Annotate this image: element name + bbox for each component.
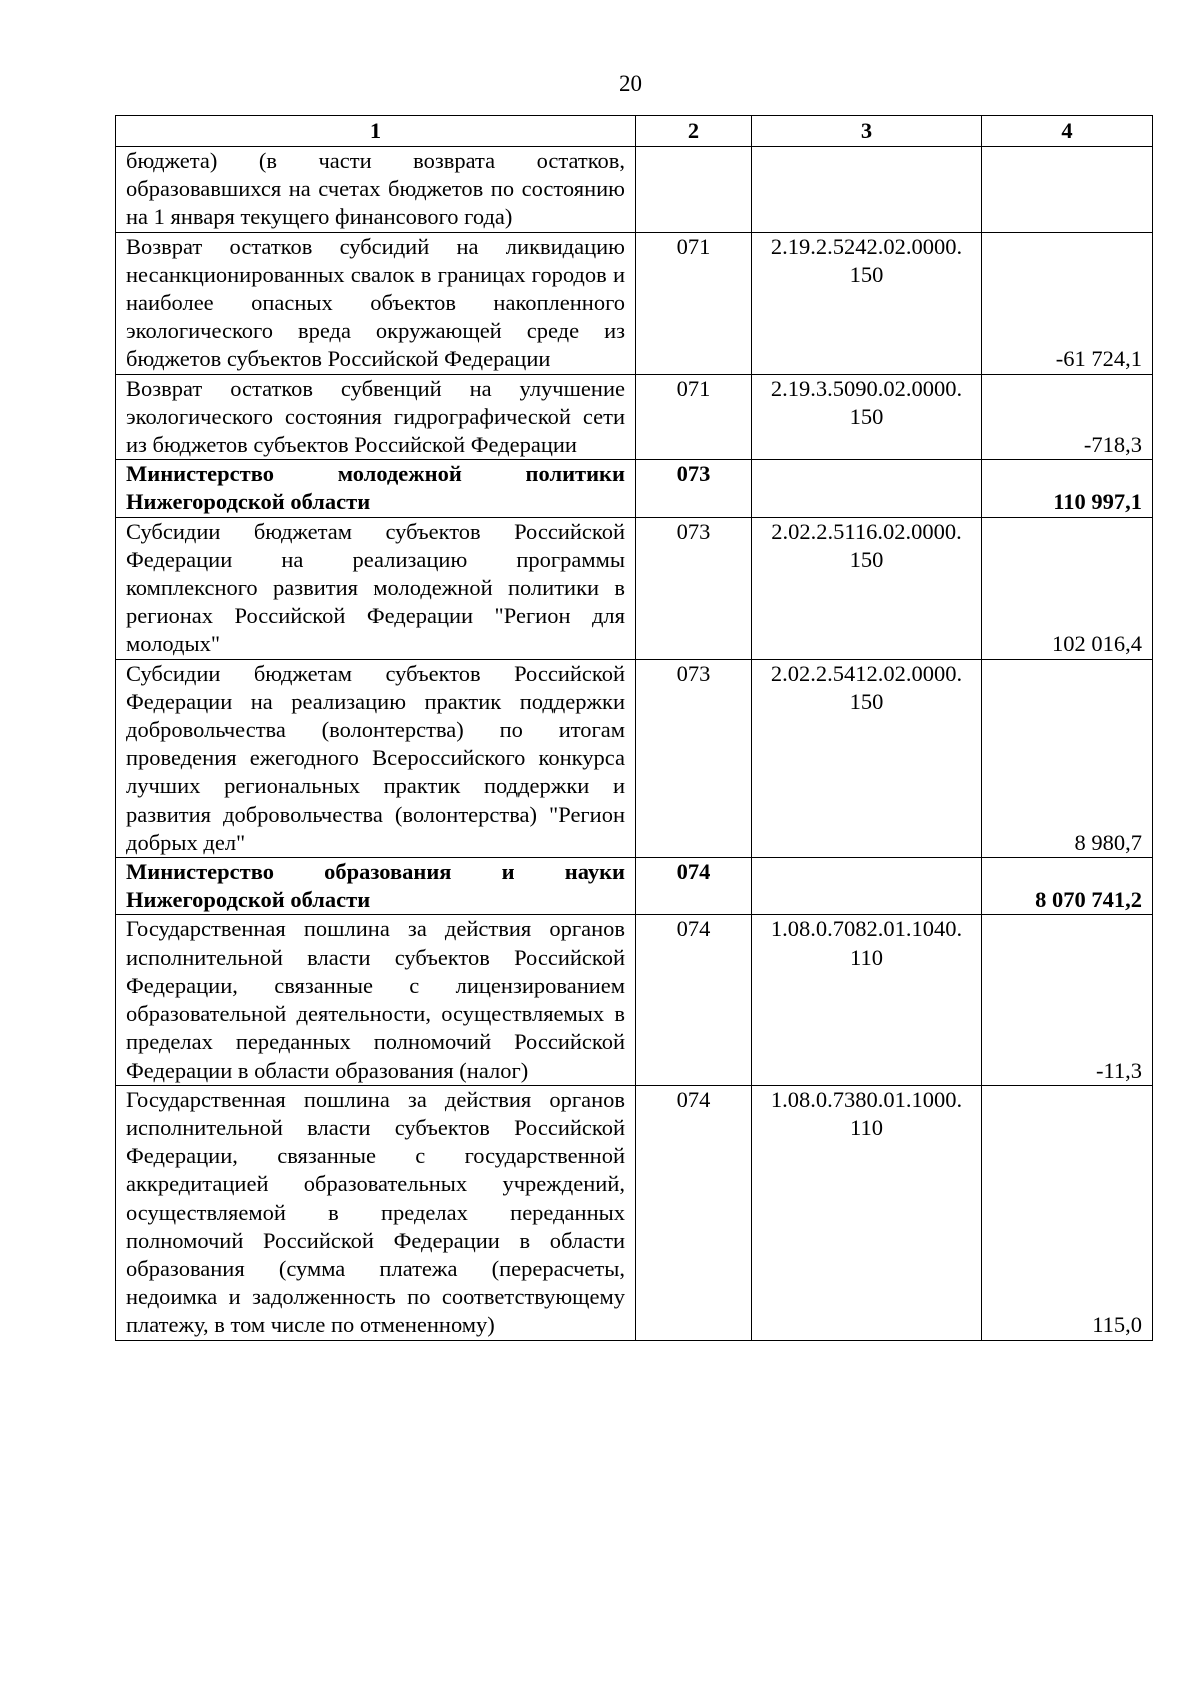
table-row — [116, 858, 1153, 915]
row-amount: 115,0 — [982, 1085, 1153, 1340]
row-name: Субсидии бюджетам субъектов Российской Федерации на реализацию программы комплексного развития молодежной политики в регионах Российской Федерации "Регион для молодых" — [116, 517, 636, 659]
row-name: Возврат остатков субвенций на улучшение экологического состояния гидрографической сети из бюджетов субъектов Российской Федерации — [116, 374, 636, 460]
row-name: Государственная пошлина за действия органов исполнительной власти субъектов Российской Федерации, связанные с государственной аккредитацией образовательных учреждений, осуществляемой в пределах переданных полномочий Российской Федерации в области образования (сумма платежа (перерасчеты, недоимка и задолженность по соответствующему платежу, в том числе по отмененному) — [116, 1085, 636, 1340]
row-admin-code: 071 — [636, 374, 752, 460]
row-amount: 110 997,1 — [982, 460, 1153, 517]
budget-table — [115, 115, 1153, 1341]
row-admin-code: 071 — [636, 232, 752, 374]
table-header-row — [116, 116, 1153, 147]
row-admin-code: 074 — [636, 1085, 752, 1340]
table-row — [116, 232, 1153, 374]
row-amount: -61 724,1 — [982, 232, 1153, 374]
row-admin-code: 074 — [636, 858, 752, 915]
row-name: Министерство образования и науки Нижегородской области — [116, 858, 636, 915]
row-admin-code: 074 — [636, 915, 752, 1085]
header-col-2: 2 — [636, 116, 752, 147]
table-row — [116, 659, 1153, 857]
row-name: Субсидии бюджетам субъектов Российской Федерации на реализацию практик поддержки добровольчества (волонтерства) по итогам проведения ежегодного Всероссийского конкурса лучших региональных практик поддержки и развития добровольчества (волонтерства) "Регион добрых дел" — [116, 659, 636, 857]
row-amount: 102 016,4 — [982, 517, 1153, 659]
row-amount: 8 980,7 — [982, 659, 1153, 857]
row-kbk-code: 2.19.3.5090.02.0000. 150 — [752, 374, 982, 460]
row-name: Министерство молодежной политики Нижегородской области — [116, 460, 636, 517]
row-kbk-code: 2.02.2.5116.02.0000. 150 — [752, 517, 982, 659]
row-kbk-code: 2.02.2.5412.02.0000. 150 — [752, 659, 982, 857]
row-kbk-code — [752, 147, 982, 233]
row-kbk-code — [752, 460, 982, 517]
row-admin-code: 073 — [636, 659, 752, 857]
header-col-3: 3 — [752, 116, 982, 147]
table-row — [116, 1085, 1153, 1340]
page-number: 20 — [619, 71, 642, 96]
table-row — [116, 147, 1153, 233]
row-amount — [982, 147, 1153, 233]
row-name: Государственная пошлина за действия органов исполнительной власти субъектов Российской Федерации, связанные с лицензированием образовательной деятельности, осуществляемых в пределах переданных полномочий Российской Федерации в области образования (налог) — [116, 915, 636, 1085]
row-kbk-code: 1.08.0.7380.01.1000. 110 — [752, 1085, 982, 1340]
row-admin-code — [636, 147, 752, 233]
table-row — [116, 915, 1153, 1085]
row-kbk-code — [752, 858, 982, 915]
row-name: бюджета) (в части возврата остатков, образовавшихся на счетах бюджетов по состоянию на 1 января текущего финансового года) — [116, 147, 636, 233]
row-kbk-code: 1.08.0.7082.01.1040. 110 — [752, 915, 982, 1085]
row-admin-code: 073 — [636, 517, 752, 659]
row-admin-code: 073 — [636, 460, 752, 517]
row-amount: 8 070 741,2 — [982, 858, 1153, 915]
table-row — [116, 460, 1153, 517]
table-row — [116, 374, 1153, 460]
row-amount: -11,3 — [982, 915, 1153, 1085]
row-kbk-code: 2.19.2.5242.02.0000. 150 — [752, 232, 982, 374]
header-col-4: 4 — [982, 116, 1153, 147]
row-name: Возврат остатков субсидий на ликвидацию несанкционированных свалок в границах городов и наиболее опасных объектов накопленного экологического вреда окружающей среде из бюджетов субъектов Российской Федерации — [116, 232, 636, 374]
table-row — [116, 517, 1153, 659]
row-amount: -718,3 — [982, 374, 1153, 460]
header-col-1: 1 — [116, 116, 636, 147]
